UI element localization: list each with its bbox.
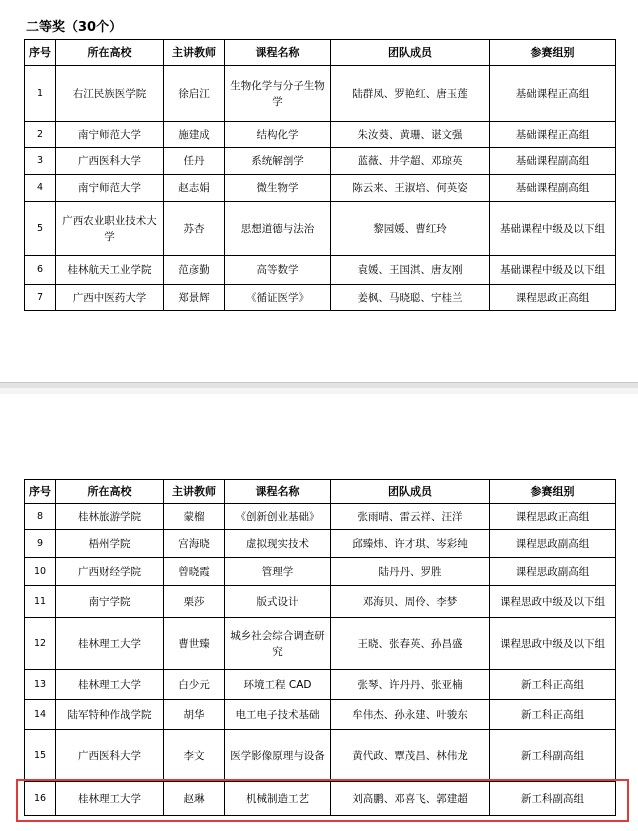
cell-school: 南宁师范大学 bbox=[56, 175, 164, 202]
cell-teacher: 胡华 bbox=[164, 700, 225, 730]
cell-school: 广西中医药大学 bbox=[56, 285, 164, 311]
col-header: 所在高校 bbox=[56, 480, 164, 504]
highlight-box bbox=[16, 779, 629, 822]
cell-no: 8 bbox=[25, 504, 56, 530]
cell-group: 课程思政副高组 bbox=[490, 558, 616, 586]
cell-school: 南宁师范大学 bbox=[56, 122, 164, 148]
cell-course: 版式设计 bbox=[225, 586, 331, 618]
cell-team: 黄代政、覃茂昌、林伟龙 bbox=[331, 730, 490, 782]
cell-school: 右江民族医学院 bbox=[56, 66, 164, 122]
cell-no: 4 bbox=[25, 175, 56, 202]
cell-course: 电工电子技术基础 bbox=[225, 700, 331, 730]
table-row bbox=[25, 530, 616, 558]
col-header: 团队成员 bbox=[331, 40, 490, 66]
cell-course: 高等数学 bbox=[225, 256, 331, 285]
table-row bbox=[25, 202, 616, 256]
cell-teacher: 任丹 bbox=[164, 148, 225, 175]
table-row bbox=[25, 122, 616, 148]
table-row bbox=[25, 670, 616, 700]
cell-course: 结构化学 bbox=[225, 122, 331, 148]
award-table-page1 bbox=[24, 39, 616, 311]
table-row bbox=[25, 558, 616, 586]
cell-team: 陈云来、王淑培、何英姿 bbox=[331, 175, 490, 202]
cell-group: 新工科正高组 bbox=[490, 700, 616, 730]
table-row bbox=[25, 700, 616, 730]
cell-teacher: 赵琳 bbox=[164, 782, 225, 816]
col-header: 主讲教师 bbox=[164, 40, 225, 66]
cell-group: 基础课程中级及以下组 bbox=[490, 256, 616, 285]
cell-team: 朱汝葵、黄珊、谌文强 bbox=[331, 122, 490, 148]
cell-group: 新工科副高组 bbox=[490, 730, 616, 782]
table-row bbox=[25, 256, 616, 285]
cell-school: 广西医科大学 bbox=[56, 148, 164, 175]
cell-course: 《循证医学》 bbox=[225, 285, 331, 311]
cell-group: 新工科正高组 bbox=[490, 670, 616, 700]
cell-team: 邱臻炜、许才琪、岑彩纯 bbox=[331, 530, 490, 558]
cell-course: 机械制造工艺 bbox=[225, 782, 331, 816]
cell-no: 13 bbox=[25, 670, 56, 700]
table-row bbox=[25, 175, 616, 202]
cell-team: 邓海贝、周伶、李梦 bbox=[331, 586, 490, 618]
cell-teacher: 徐启江 bbox=[164, 66, 225, 122]
cell-team: 张雨晴、雷云祥、汪洋 bbox=[331, 504, 490, 530]
cell-school: 桂林理工大学 bbox=[56, 782, 164, 816]
cell-group: 课程思政正高组 bbox=[490, 285, 616, 311]
cell-no: 14 bbox=[25, 700, 56, 730]
cell-team: 陆丹丹、罗胜 bbox=[331, 558, 490, 586]
col-header: 课程名称 bbox=[225, 480, 331, 504]
cell-teacher: 曾晓霞 bbox=[164, 558, 225, 586]
cell-school: 梧州学院 bbox=[56, 530, 164, 558]
page-separator-shadow bbox=[0, 388, 638, 394]
cell-no: 2 bbox=[25, 122, 56, 148]
cell-team: 陆群凤、罗艳红、唐玉莲 bbox=[331, 66, 490, 122]
header-row bbox=[25, 40, 616, 66]
col-header: 序号 bbox=[25, 480, 56, 504]
table-row bbox=[25, 730, 616, 782]
cell-group: 基础课程中级及以下组 bbox=[490, 202, 616, 256]
cell-no: 15 bbox=[25, 730, 56, 782]
cell-team: 袁媛、王国淇、唐友刚 bbox=[331, 256, 490, 285]
cell-team: 张琴、许丹丹、张亚楠 bbox=[331, 670, 490, 700]
cell-school: 广西医科大学 bbox=[56, 730, 164, 782]
cell-team: 刘高鹏、邓喜飞、郭建超 bbox=[331, 782, 490, 816]
cell-teacher: 栗莎 bbox=[164, 586, 225, 618]
cell-no: 11 bbox=[25, 586, 56, 618]
cell-teacher: 郑景辉 bbox=[164, 285, 225, 311]
cell-course: 《创新创业基础》 bbox=[225, 504, 331, 530]
col-header: 主讲教师 bbox=[164, 480, 225, 504]
col-header: 团队成员 bbox=[331, 480, 490, 504]
col-header: 所在高校 bbox=[56, 40, 164, 66]
cell-team: 蓝薇、井学超、邓琼英 bbox=[331, 148, 490, 175]
cell-course: 系统解剖学 bbox=[225, 148, 331, 175]
cell-school: 南宁学院 bbox=[56, 586, 164, 618]
cell-course: 微生物学 bbox=[225, 175, 331, 202]
cell-school: 广西财经学院 bbox=[56, 558, 164, 586]
cell-teacher: 曹世臻 bbox=[164, 618, 225, 670]
cell-no: 10 bbox=[25, 558, 56, 586]
cell-team: 姜枫、马晓聪、宁桂兰 bbox=[331, 285, 490, 311]
cell-school: 桂林理工大学 bbox=[56, 618, 164, 670]
col-header: 参赛组别 bbox=[490, 480, 616, 504]
cell-team: 牟伟杰、孙永建、叶骏东 bbox=[331, 700, 490, 730]
cell-course: 医学影像原理与设备 bbox=[225, 730, 331, 782]
cell-no: 3 bbox=[25, 148, 56, 175]
cell-group: 课程思政中级及以下组 bbox=[490, 586, 616, 618]
cell-course: 环境工程 CAD bbox=[225, 670, 331, 700]
cell-school: 陆军特种作战学院 bbox=[56, 700, 164, 730]
cell-teacher: 苏杏 bbox=[164, 202, 225, 256]
award-table-page2 bbox=[24, 479, 616, 816]
cell-group: 课程思政中级及以下组 bbox=[490, 618, 616, 670]
cell-group: 新工科副高组 bbox=[490, 782, 616, 816]
cell-group: 基础课程副高组 bbox=[490, 175, 616, 202]
cell-course: 思想道德与法治 bbox=[225, 202, 331, 256]
cell-group: 基础课程正高组 bbox=[490, 122, 616, 148]
cell-no: 12 bbox=[25, 618, 56, 670]
cell-teacher: 蒙榴 bbox=[164, 504, 225, 530]
col-header: 序号 bbox=[25, 40, 56, 66]
col-header: 课程名称 bbox=[225, 40, 331, 66]
cell-group: 基础课程正高组 bbox=[490, 66, 616, 122]
cell-teacher: 范彦勤 bbox=[164, 256, 225, 285]
section-heading: 二等奖（30个） bbox=[26, 20, 123, 35]
cell-teacher: 赵志娟 bbox=[164, 175, 225, 202]
cell-school: 广西农业职业技术大学 bbox=[56, 202, 164, 256]
cell-course: 城乡社会综合调查研究 bbox=[225, 618, 331, 670]
cell-no: 16 bbox=[25, 782, 56, 816]
cell-teacher: 宫海晓 bbox=[164, 530, 225, 558]
table-row bbox=[25, 618, 616, 670]
cell-school: 桂林理工大学 bbox=[56, 670, 164, 700]
table-row bbox=[25, 586, 616, 618]
cell-team: 王晓、张春英、孙昌盛 bbox=[331, 618, 490, 670]
cell-school: 桂林旅游学院 bbox=[56, 504, 164, 530]
cell-no: 5 bbox=[25, 202, 56, 256]
cell-group: 基础课程副高组 bbox=[490, 148, 616, 175]
cell-course: 生物化学与分子生物学 bbox=[225, 66, 331, 122]
cell-no: 1 bbox=[25, 66, 56, 122]
cell-no: 7 bbox=[25, 285, 56, 311]
cell-no: 6 bbox=[25, 256, 56, 285]
col-header: 参赛组别 bbox=[490, 40, 616, 66]
cell-no: 9 bbox=[25, 530, 56, 558]
cell-course: 虚拟现实技术 bbox=[225, 530, 331, 558]
cell-teacher: 李文 bbox=[164, 730, 225, 782]
cell-group: 课程思政副高组 bbox=[490, 530, 616, 558]
cell-team: 黎园媛、曹红玲 bbox=[331, 202, 490, 256]
cell-group: 课程思政正高组 bbox=[490, 504, 616, 530]
header-row bbox=[25, 480, 616, 504]
cell-course: 管理学 bbox=[225, 558, 331, 586]
table-row bbox=[25, 285, 616, 311]
cell-school: 桂林航天工业学院 bbox=[56, 256, 164, 285]
cell-teacher: 施建成 bbox=[164, 122, 225, 148]
table-row bbox=[25, 504, 616, 530]
cell-teacher: 白少元 bbox=[164, 670, 225, 700]
table-row bbox=[25, 148, 616, 175]
table-row bbox=[25, 66, 616, 122]
